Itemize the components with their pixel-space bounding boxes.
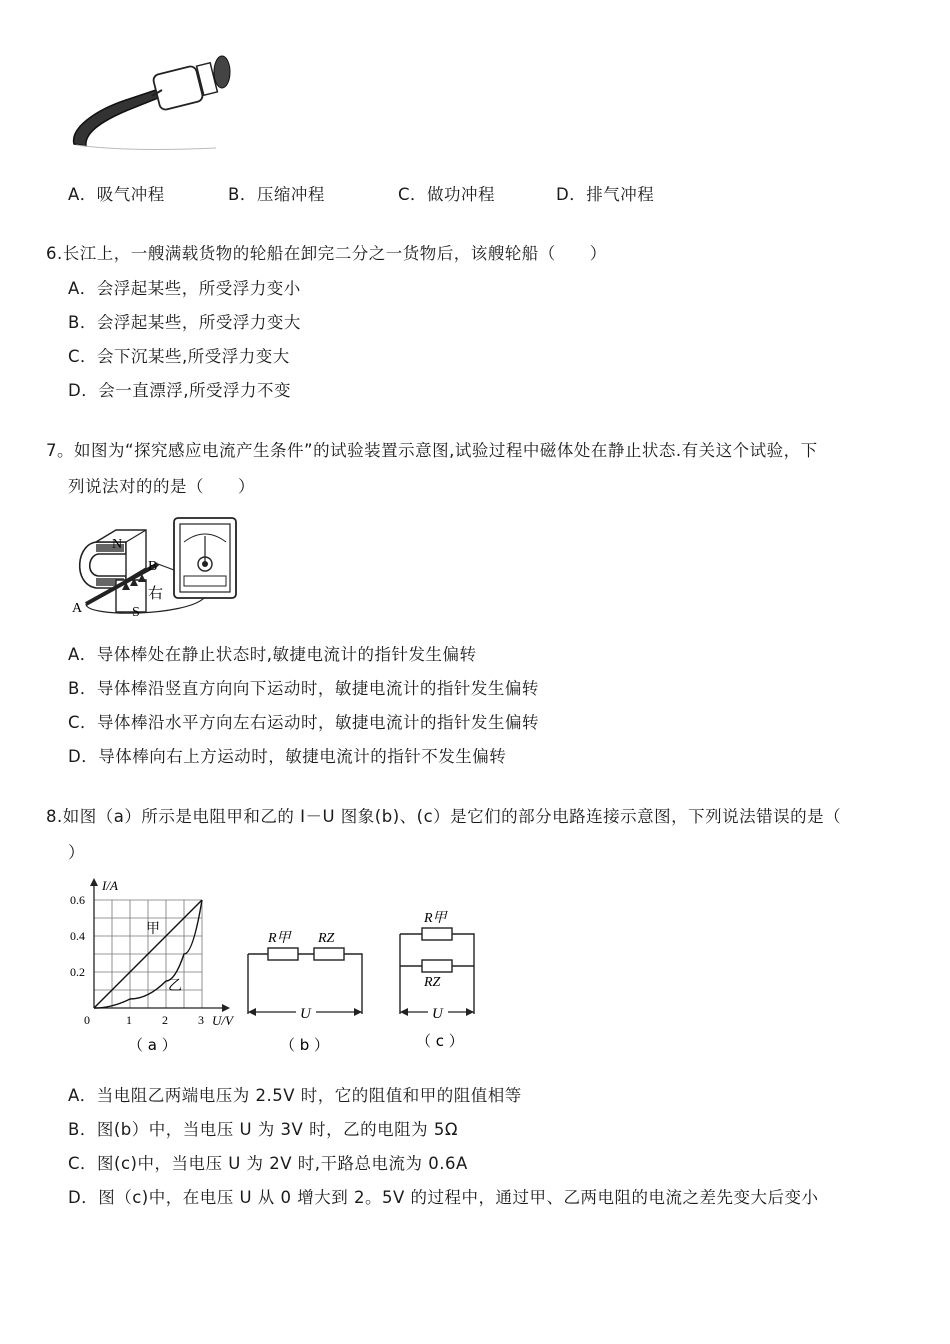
q7-stem-line1: 7。如图为“探究感应电流产生条件”的试验装置示意图,试验过程中磁体处在静止状态.有关这个试验，下 (46, 441, 818, 460)
curve-label-yi: 乙 (168, 978, 182, 994)
q7-option-d: D．导体棒向右上方运动时，敏捷电流计的指针不发生偏转 (68, 747, 507, 766)
q5-option-a: A．吸气冲程 (68, 185, 165, 204)
y-axis-label: I/A (102, 878, 118, 893)
induction-experiment-figure (66, 512, 246, 620)
label-r-jia-c: R甲 (424, 911, 447, 926)
q5-option-c: C．做功冲程 (398, 185, 496, 204)
q8-stem-line1: 8.如图（a）所示是电阻甲和乙的 I－U 图象(b)、(c）是它们的部分电路连接示意图，下列说法错误的是（ (46, 807, 842, 826)
label-a: A (72, 601, 83, 616)
label-b: B (148, 559, 158, 574)
q7-stem-line2: 列说法对的的是（ ） (68, 477, 255, 496)
q6-option-b: B．会浮起某些，所受浮力变大 (68, 313, 301, 332)
q8-option-a: A．当电阻乙两端电压为 2.5V 时，它的阻值和甲的阻值相等 (68, 1086, 522, 1105)
q5-option-d: D．排气冲程 (556, 185, 655, 204)
q7-option-c: C．导体棒沿水平方向左右运动时，敏捷电流计的指针发生偏转 (68, 713, 540, 732)
q6-option-a: A．会浮起某些，所受浮力变小 (68, 279, 301, 298)
graph-caption: （ a ） (128, 1036, 177, 1054)
q7-option-b: B．导体棒沿竖直方向向下运动时，敏捷电流计的指针发生偏转 (68, 679, 539, 698)
resistor-yi-c (422, 960, 452, 972)
iu-graph (64, 870, 244, 1060)
q5-option-b: B．压缩冲程 (228, 185, 325, 204)
q6-stem: 6.长江上，一艘满载货物的轮船在卸完二分之一货物后，该艘轮船（ ） (46, 244, 607, 263)
label-r-yi-c: RZ (424, 975, 441, 990)
y-tick-label: 0.2 (70, 965, 85, 979)
q6-option-d: D．会一直漂浮,所受浮力不变 (68, 381, 291, 400)
circuit-c-caption: （ c ） (416, 1032, 464, 1050)
curve-label-jia: 甲 (146, 921, 160, 937)
resistor-yi (314, 948, 344, 960)
x-tick-label: 0 (84, 1013, 90, 1027)
label-right: 右 (148, 584, 164, 602)
q8-option-b: B．图(b）中，当电压 U 为 3V 时，乙的电阻为 5Ω (68, 1120, 458, 1139)
label-r-jia-b: R甲 (268, 931, 291, 946)
x-tick-label: 2 (162, 1013, 168, 1027)
resistor-jia (268, 948, 298, 960)
q7-option-a: A．导体棒处在静止状态时,敏捷电流计的指针发生偏转 (68, 645, 477, 664)
resistor-jia-c (422, 928, 452, 940)
y-tick-label: 0.6 (70, 893, 85, 907)
label-s: S (132, 605, 140, 620)
y-tick-label: 0.4 (70, 929, 85, 943)
label-u-b: U (300, 1006, 311, 1022)
label-r-yi-b: RZ (318, 931, 335, 946)
label-n: N (112, 537, 123, 552)
engine-stroke-figure (66, 48, 236, 158)
q6-option-c: C．会下沉某些,所受浮力变大 (68, 347, 290, 366)
q8-option-d: D．图（c)中，在电压 U 从 0 增大到 2。5V 的过程中，通过甲、乙两电阻的电流之差先变大后变小 (68, 1188, 819, 1207)
x-tick-label: 3 (198, 1013, 204, 1027)
x-axis-label: U/V (212, 1013, 233, 1028)
circuit-c (392, 904, 492, 1054)
label-u-c: U (432, 1006, 443, 1022)
circuit-b-caption: （ b ） (280, 1036, 330, 1054)
circuit-b (240, 924, 370, 1060)
x-tick-label: 1 (126, 1013, 132, 1027)
q8-stem-line2: ） (68, 843, 85, 862)
q8-option-c: C．图(c)中，当电压 U 为 2V 时,干路总电流为 0.6A (68, 1154, 468, 1173)
